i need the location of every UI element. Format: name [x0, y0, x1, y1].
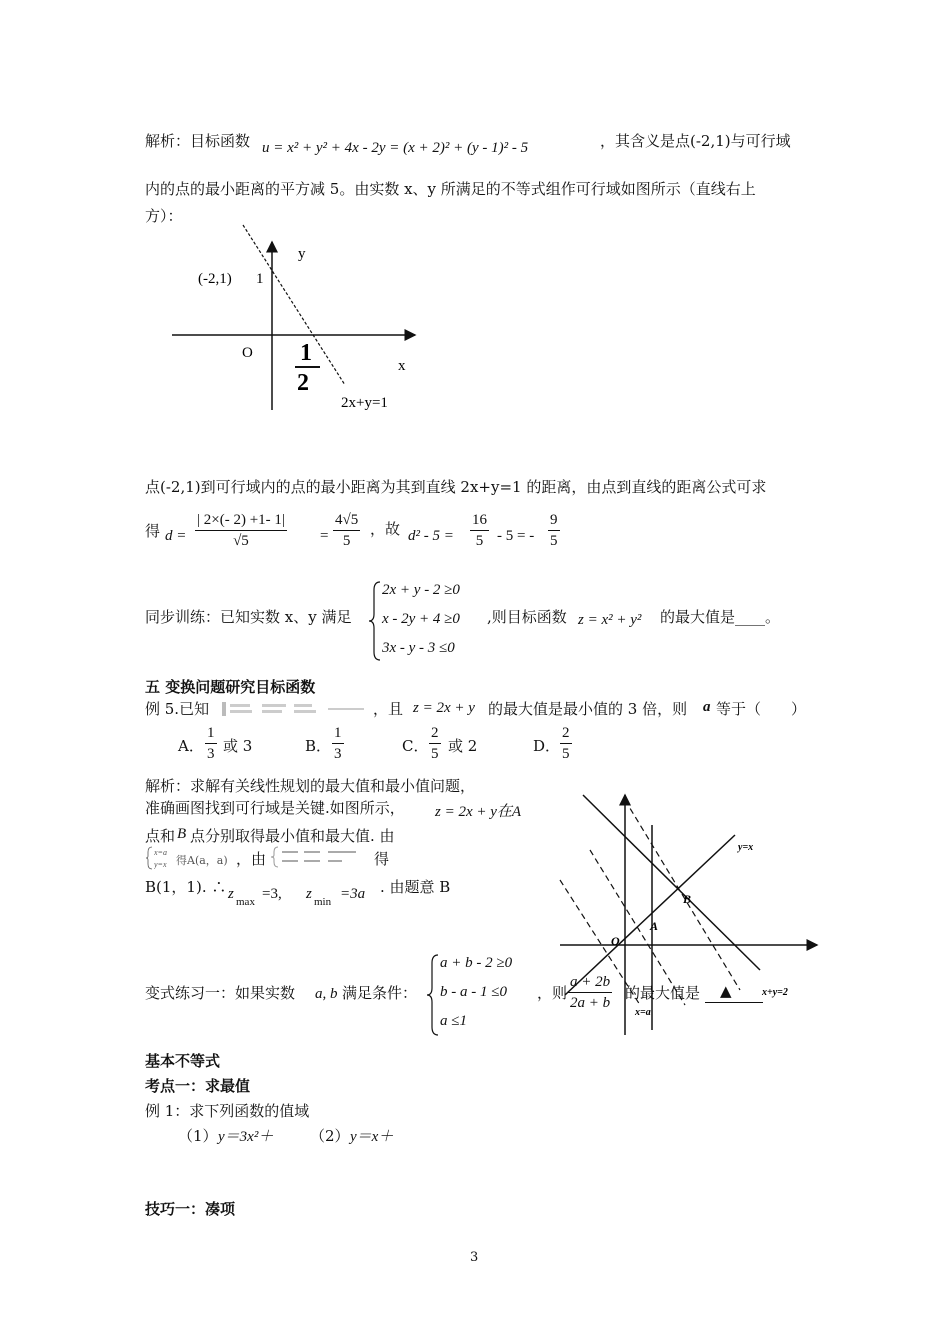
- option-c-denominator: 5: [431, 746, 439, 762]
- option-b-denominator: 3: [334, 746, 342, 762]
- zmin-z: z: [306, 886, 312, 902]
- equals-sign: =: [320, 528, 329, 544]
- origin-label: O: [242, 345, 253, 361]
- feasible-region-graph-1: [160, 220, 430, 420]
- svg-text:x=a: x=a: [154, 848, 167, 857]
- variant-condition-1: a + b - 2 ≥0: [440, 955, 513, 971]
- option-c-fraction: [429, 723, 441, 764]
- therefore-text: ，故: [370, 520, 401, 538]
- key-point-1-heading: 考点一：求最值: [145, 1077, 251, 1095]
- y-axis-label: y: [298, 246, 306, 262]
- sync-target: z = x² + y²: [578, 612, 642, 628]
- line-x-plus-y-2: [583, 795, 760, 970]
- small-system-image: [154, 846, 174, 870]
- point-b-label: B: [683, 892, 692, 906]
- solution-line-3-tail: 点分别取得最小值和最大值. 由: [190, 827, 395, 845]
- solution-line-5-end: . 由题意 B: [380, 878, 451, 896]
- example-1-text: 例 1：求下列函数的值域: [145, 1102, 310, 1120]
- solution-z-expr: z = 2x + y在A: [435, 804, 522, 820]
- frac16-denominator: 5: [475, 533, 484, 549]
- label-x-plus-y-2: x+y=2: [762, 987, 788, 998]
- graph2-origin-label: O: [611, 934, 620, 948]
- variant-prefix: 变式练习一：如果实数: [145, 984, 296, 1002]
- analysis-label: 解析：目标函数: [145, 132, 251, 150]
- variant-suffix: 的最大值是: [625, 984, 701, 1002]
- zmax-z: z: [228, 886, 234, 902]
- trick-1-heading: 技巧一：凑项: [145, 1200, 236, 1218]
- option-c-label: C．: [402, 737, 429, 755]
- distance-explanation: 点(-2,1)到可行域内的点的最小距离为其到直线 2x+y=1 的距离，由点到直线的距离公式可求: [145, 478, 767, 496]
- option-a-numerator: 1: [205, 723, 217, 744]
- variant-condition-3: a ≤1: [440, 1013, 467, 1029]
- option-b-fraction: [332, 723, 344, 764]
- variant-vars: a, b: [315, 986, 338, 1002]
- variant-fraction: [568, 972, 612, 1013]
- d-lhs: d =: [165, 528, 187, 544]
- option-b-numerator: 1: [332, 723, 344, 744]
- line-y-equals-x: [565, 835, 735, 995]
- analysis-line-3: 方）：: [145, 207, 183, 225]
- point-a-label: A: [650, 919, 659, 933]
- simplified-denominator: 5: [342, 533, 351, 549]
- option-d-denominator: 5: [562, 746, 570, 762]
- sync-inequality-1: 2x + y - 2 ≥0: [382, 582, 460, 598]
- solution-line-5-prefix: B(1，1). ∴: [145, 878, 227, 896]
- option-a-label: A．: [178, 737, 204, 755]
- zmin-sub: min: [314, 896, 332, 908]
- solution-line-4-end: 得: [374, 850, 390, 868]
- half-denominator: 2: [297, 370, 309, 396]
- variant-condition-2: b - a - 1 ≤0: [440, 984, 507, 1000]
- zmax-value: =3,: [262, 886, 282, 902]
- frac9-denominator: 5: [550, 533, 558, 549]
- frac9-numerator: 9: [548, 510, 560, 531]
- variant-denominator: 2a + b: [570, 995, 611, 1011]
- variant-then: ，则: [537, 984, 568, 1002]
- sync-brace: [368, 580, 382, 662]
- option-c-numerator: 2: [429, 723, 441, 744]
- distance-fraction: [195, 510, 287, 551]
- basic-inequality-heading: 基本不等式: [145, 1052, 221, 1070]
- answer-blank: [705, 1002, 763, 1003]
- half-numerator: 1: [300, 340, 312, 366]
- label-y-equals-x: y=x: [738, 842, 754, 853]
- analysis-line-2: 内的点的最小距离的平方减 5。由实数 x、y 所满足的不等式组作可行域如图所示（直线右上: [145, 180, 756, 198]
- x-axis-label: x: [398, 358, 406, 374]
- sync-inequality-2: x - 2y + 4 ≥0: [382, 611, 460, 627]
- question-1-expr: y＝3x²＋: [218, 1129, 274, 1145]
- example-5-z: z = 2x + y: [413, 700, 475, 716]
- d-squared-expr: d² - 5 =: [408, 528, 454, 544]
- example-5-mid: ，且: [373, 700, 404, 718]
- option-a-fraction: [205, 723, 217, 764]
- solution-line-1: 解析：求解有关线性规划的最大值和最小值问题，: [145, 777, 476, 795]
- line-equation-label: 2x+y=1: [341, 395, 388, 411]
- option-c-tail: 或 2: [448, 737, 478, 755]
- sync-suffix: 的最大值是____。: [660, 608, 781, 626]
- distance-denominator: √5: [233, 533, 249, 549]
- option-a-tail: 或 3: [223, 737, 253, 755]
- example-5-end: 等于（ ）: [716, 700, 807, 718]
- solution-line-4-mid: ，由: [236, 850, 267, 868]
- question-2-expr: y＝x＋: [350, 1129, 394, 1145]
- svg-text:y=x: y=x: [154, 860, 167, 869]
- fraction-9-5: [548, 510, 560, 551]
- objective-formula: u = x² + y² + 4x - 2y = (x + 2)² + (y - 1)² - 5: [262, 140, 529, 156]
- option-a-denominator: 3: [207, 746, 215, 762]
- example-5-a: a: [703, 699, 711, 715]
- solution-line-3-b: B: [177, 826, 187, 842]
- small-brace: [145, 846, 153, 870]
- distance-numerator: | 2×(- 2) +1- 1|: [195, 510, 287, 531]
- page-number: 3: [470, 1250, 479, 1265]
- zmax-sub: max: [236, 896, 255, 908]
- option-d-numerator: 2: [560, 723, 572, 744]
- option-b-label: B．: [305, 737, 332, 755]
- variant-mid: 满足条件：: [342, 984, 418, 1002]
- variant-brace: [426, 953, 440, 1037]
- sync-inequality-3: 3x - y - 3 ≤0: [382, 640, 455, 656]
- fraction-16-5: [470, 510, 489, 551]
- section-5-heading: 五 变换问题研究目标函数: [145, 678, 316, 696]
- example-5-suffix: 的最大值是最小值的 3 倍，则: [488, 700, 688, 718]
- answer-triangle-icon: ▲: [720, 982, 732, 1000]
- example-5-prefix: 例 5.已知: [145, 700, 210, 718]
- small-result: 得A(a，a): [176, 854, 228, 867]
- point-label: (-2,1): [198, 271, 232, 287]
- question-2-label: （2）: [310, 1127, 350, 1145]
- distance-fraction-simplified: [333, 510, 360, 551]
- variant-numerator: a + 2b: [568, 972, 612, 993]
- option-d-label: D．: [533, 737, 561, 755]
- sync-prefix: 同步训练：已知实数 x、y 满足: [145, 608, 352, 626]
- option-d-fraction: [560, 723, 572, 764]
- solution-line-3-prefix: 点和: [145, 827, 176, 845]
- boundary-line-2x-y-1: [243, 225, 345, 385]
- analysis-tail: ，其含义是点(-2,1)与可行域: [600, 132, 791, 150]
- simplified-numerator: 4√5: [333, 510, 360, 531]
- minus-five-expr: - 5 = -: [497, 528, 535, 544]
- illegible-constraint-image: [222, 700, 372, 720]
- illegible-system-image: [270, 845, 374, 869]
- question-1-label: （1）: [178, 1127, 218, 1145]
- label-x-equals-a: x=a: [635, 1007, 651, 1018]
- frac16-numerator: 16: [470, 510, 489, 531]
- y-intercept-label: 1: [256, 271, 264, 287]
- de-prefix: 得: [145, 522, 161, 540]
- sync-mid: ,则目标函数: [487, 608, 567, 626]
- solution-line-2: 准确画图找到可行域是关键.如图所示，: [145, 799, 405, 817]
- zmin-value: =3a: [340, 886, 366, 902]
